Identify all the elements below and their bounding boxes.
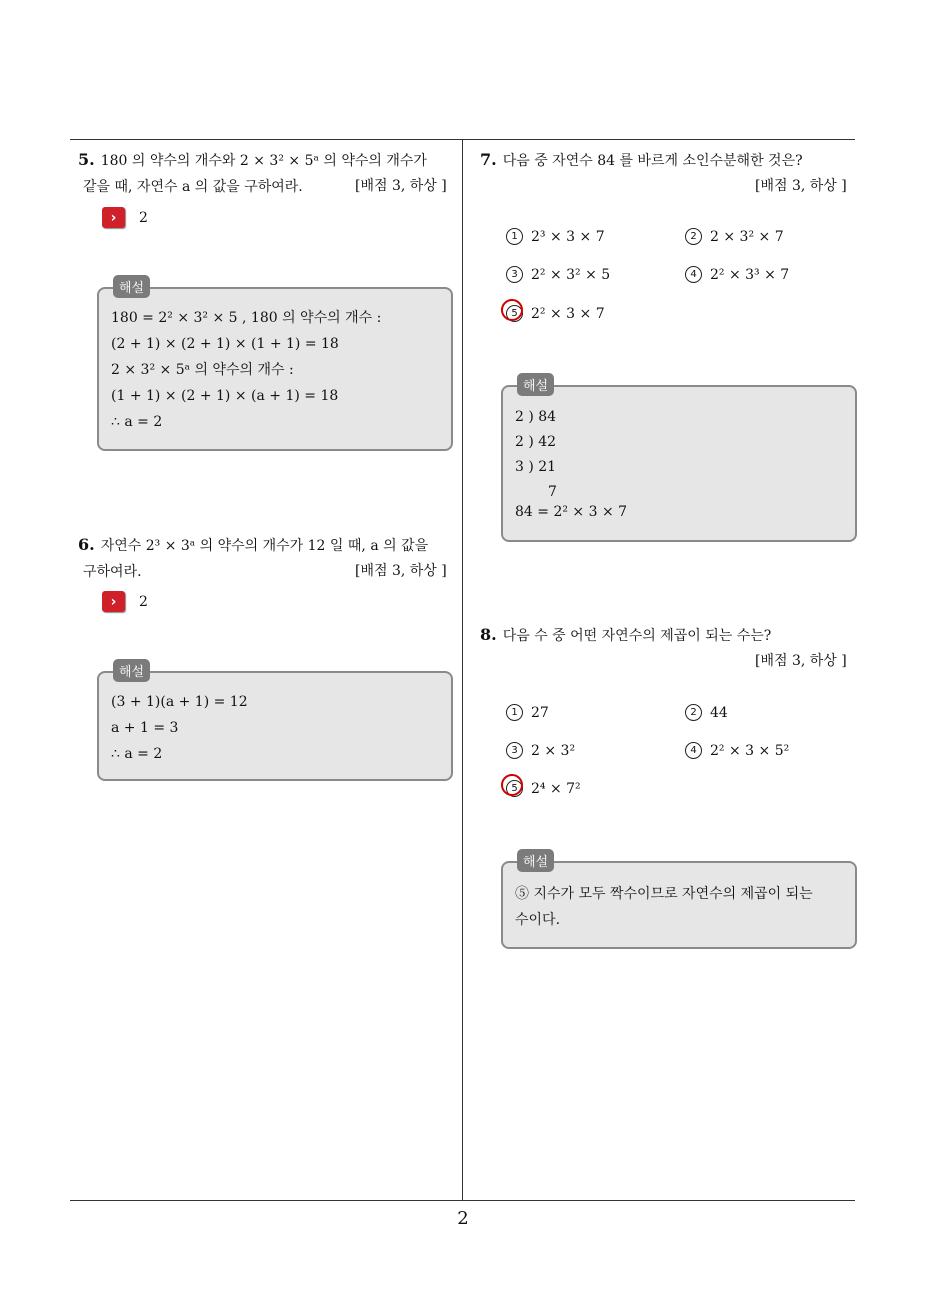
explanation-body	[515, 881, 813, 933]
explanation-box-6	[97, 665, 453, 781]
question-5-line1	[78, 147, 458, 174]
correct-answer-circle-icon	[501, 774, 523, 796]
explanation-line: 7	[548, 484, 557, 500]
explanation-tag: 해설	[113, 659, 150, 682]
choice-7-4[interactable]	[685, 266, 789, 283]
explanation-box-5	[97, 281, 453, 451]
explanation-line: (2 + 1) × (2 + 1) × (1 + 1) = 18	[111, 336, 339, 352]
choice-number: 3	[506, 266, 523, 283]
explanation-line: ∴ a = 2	[111, 746, 163, 762]
question-7	[480, 147, 860, 174]
explanation-line: 84 = 2² × 3 × 7	[515, 504, 628, 520]
score-label: [배점 3, 하상 ]	[755, 178, 847, 194]
question-8	[480, 622, 860, 649]
explanation-tag: 해설	[517, 373, 554, 396]
explanation-tag: 해설	[113, 275, 150, 298]
choice-number: 1	[506, 704, 523, 721]
explanation-body	[111, 689, 248, 767]
question-8-line1	[480, 622, 860, 649]
choice-8-4[interactable]	[685, 742, 789, 759]
choice-text: 2² × 3³ × 7	[710, 266, 790, 283]
choice-number: 5	[506, 780, 523, 797]
answer-value: 2	[139, 209, 148, 226]
explanation-tag: 해설	[517, 849, 554, 872]
choice-number: 4	[685, 266, 702, 283]
answer-value: 2	[139, 593, 148, 610]
choice-text: 2³ × 3 × 7	[531, 228, 605, 245]
explanation-line: 180 = 2² × 3² × 5 , 180 의 약수의 개수 :	[111, 310, 382, 326]
explanation-line: a + 1 = 3	[111, 720, 179, 736]
score-label: [배점 3, 하상 ]	[355, 563, 447, 579]
score-label: [배점 3, 하상 ]	[355, 178, 447, 194]
answer-arrow-icon: ›	[102, 207, 125, 228]
question-number: 7.	[480, 150, 497, 169]
choice-8-1[interactable]	[506, 704, 549, 721]
choice-number: 2	[685, 228, 702, 245]
explanation-line: 2 ) 84	[515, 409, 557, 425]
explanation-line: 2 × 3² × 5ᵃ 의 약수의 개수 :	[111, 362, 294, 378]
column-divider	[462, 139, 463, 1200]
explanation-line: ∴ a = 2	[111, 414, 163, 430]
choice-text: 2 × 3² × 7	[710, 228, 784, 245]
answer-5	[102, 207, 148, 228]
choice-text: 2² × 3 × 7	[531, 305, 605, 322]
choice-8-5[interactable]	[506, 780, 581, 797]
choice-text: 2² × 3 × 5²	[710, 742, 790, 759]
explanation-line: ⑤ 지수가 모두 짝수이므로 자연수의 제곱이 되는	[515, 886, 813, 902]
score-label: [배점 3, 하상 ]	[755, 653, 847, 669]
correct-answer-circle-icon	[501, 299, 523, 321]
explanation-box-8	[501, 855, 857, 949]
bottom-rule	[70, 1200, 855, 1201]
question-number: 6.	[78, 535, 95, 554]
choice-8-2[interactable]	[685, 704, 728, 721]
choice-text: 2⁴ × 7²	[531, 780, 581, 797]
question-5-line2: 같을 때, 자연수 a 의 값을 구하여라.	[83, 179, 303, 195]
question-text: 다음 수 중 어떤 자연수의 제곱이 되는 수는?	[502, 628, 772, 644]
explanation-body	[111, 305, 381, 435]
choice-8-3[interactable]	[506, 742, 575, 759]
question-7-line1	[480, 147, 860, 174]
question-text: 180 의 약수의 개수와 2 × 3² × 5ᵃ 의 약수의 개수가	[100, 153, 427, 169]
page-number: 2	[457, 1208, 469, 1229]
choice-7-3[interactable]	[506, 266, 610, 283]
explanation-line: 수이다.	[515, 912, 561, 928]
explanation-box-7	[501, 379, 857, 542]
explanation-line: 3 ) 21	[515, 459, 557, 475]
choice-7-2[interactable]	[685, 228, 784, 245]
choice-text: 2² × 3² × 5	[531, 266, 611, 283]
question-6-line2: 구하여라.	[83, 564, 142, 580]
choice-7-5[interactable]	[506, 305, 605, 322]
explanation-line: (3 + 1)(a + 1) = 12	[111, 694, 248, 710]
choice-number: 2	[685, 704, 702, 721]
choice-number: 1	[506, 228, 523, 245]
choice-text: 44	[710, 704, 728, 721]
choice-7-1[interactable]	[506, 228, 605, 245]
explanation-line: (1 + 1) × (2 + 1) × (a + 1) = 18	[111, 388, 339, 404]
answer-6	[102, 591, 148, 612]
question-text: 다음 중 자연수 84 를 바르게 소인수분해한 것은?	[502, 153, 803, 169]
choice-number: 3	[506, 742, 523, 759]
choice-number: 5	[506, 305, 523, 322]
answer-arrow-icon: ›	[102, 591, 125, 612]
choice-text: 2 × 3²	[531, 742, 576, 759]
question-text: 자연수 2³ × 3ᵃ 의 약수의 개수가 12 일 때, a 의 값을	[100, 538, 429, 554]
question-6-line1	[78, 532, 458, 559]
question-number: 5.	[78, 150, 95, 169]
question-number: 8.	[480, 625, 497, 644]
explanation-body	[515, 405, 627, 520]
explanation-line: 2 ) 42	[515, 434, 557, 450]
choice-text: 27	[531, 704, 549, 721]
choice-number: 4	[685, 742, 702, 759]
